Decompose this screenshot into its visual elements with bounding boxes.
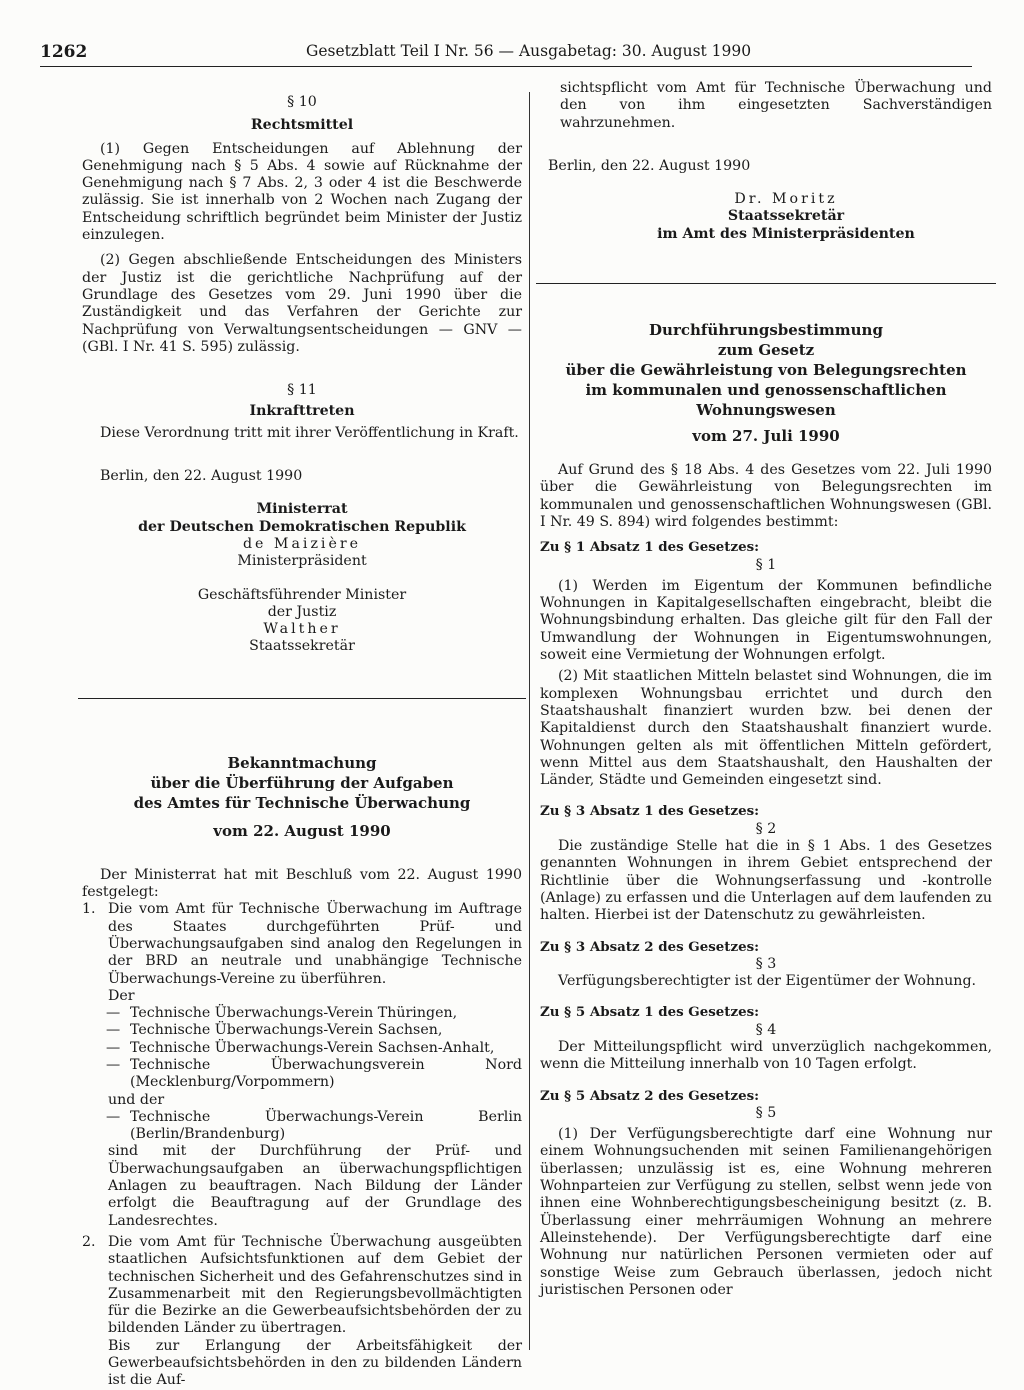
paragraph-3-number: § 3 [755,955,777,972]
signature-1-name: de Maizière [242,535,362,552]
association-berlin: Technische Überwachungs-Verein Berlin (Berlin/Brandenburg) [130,1108,522,1143]
column-divider [529,92,530,1350]
heading-4: Zu § 5 Absatz 1 des Gesetzes: [540,1004,760,1021]
association-sachsen: Technische Überwachungs-Verein Sachsen, [130,1022,443,1039]
list-item: — Technische Überwachungs-Verein Sachsen, [106,1022,522,1039]
list-item-1-number: 1. [82,901,96,918]
list-item: — Technische Überwachungs-Verein Thüringen, [106,1005,522,1022]
page-number: 1262 [40,42,88,62]
regulation-title-2: zum Gesetz [717,341,815,360]
continuation-text: sichtspflicht vom Amt für Technische Überwachung und den von ihm eingesetzten Sachverständigen wahrzunehmen. [560,80,992,131]
paragraph-1-number: § 1 [755,556,777,573]
right-section-rule [536,283,996,284]
left-column [82,80,522,1390]
section-11-title: Inkrafttreten [249,403,355,420]
paragraph-5: (1) Der Verfügungsberechtigte darf eine Wohnung nur einem Wohnungsuchenden mit seinen Familienangehörigen überlassen; unzulässig ist es, eine Wohnung mehreren Wohnparteien zur Verfügung zu stellen, selbst wenn jede von ihnen eine Wohnberechtigungsbescheinigung besitzt (z. B. Überlassung einer mehrräumigen Wohnung an mehrere Alleinstehende). Der Verfügungsberechtigte darf eine Wohnung nur natürlichen Personen vermieten oder auf sonstige Weise zum Gebrauch überlassen, jedoch nicht juristischen Personen oder [540,1126,992,1298]
list-item: — Technische Überwachungsverein Nord (Mecklenburg/Vorpommern) [106,1056,522,1091]
right-signature-name: Dr. Moritz [734,191,838,208]
announcement-title-1: Bekanntmachung [227,753,377,772]
regulation-intro: Auf Grund des § 18 Abs. 4 des Gesetzes vom 22. Juli 1990 über die Gewährleistung von Belegungsrechten im kommunalen und genossenschaftlichen Wohnungswesen (GBl. I Nr. 49 S. 894) wird folgendes bestimmt: [540,462,992,530]
right-signature-office: im Amt des Ministerpräsidenten [657,225,915,242]
paragraph-3: Verfügungsberechtigter ist der Eigentümer der Wohnung. [558,973,977,990]
paragraph-1-2: (2) Mit staatlichen Mitteln belastet sind Wohnungen, die im komplexen Wohnungsbau errichtet und durch den Staatshaushalt finanziert wurden bzw. bei denen der Kapitaldienst durch den Staatshaushalt finanziert wurde. Wohnungen gelten als mit öffentlichen Mitteln gefördert, wenn Mittel aus dem Staatshaushalt, den Haushalten der Länder, Städte und Gemeinden eingesetzt sind. [540,668,992,789]
regulation-title-5: Wohnungswesen [696,401,836,420]
der-label: Der [108,987,135,1004]
section-11-number: § 11 [287,382,317,399]
right-place-date: Berlin, den 22. August 1990 [548,157,751,174]
section-10-number: § 10 [287,94,317,110]
regulation-date: vom 27. Juli 1990 [692,427,840,446]
signature-2-body-line-2: der Justiz [267,603,337,620]
list-item-2-number: 2. [82,1233,96,1250]
list-item-1 [82,901,522,987]
signature-2-name: Walther [263,621,341,638]
regulation-title-4: im kommunalen und genossenschaftlichen [585,381,947,400]
regulation-title-1: Durchführungsbestimmung [649,321,883,340]
association-nord: Technische Überwachungsverein Nord (Mecklenburg/Vorpommern) [130,1056,522,1091]
section-11-text: Diese Verordnung tritt mit ihrer Veröffentlichung in Kraft. [100,424,519,441]
heading-3: Zu § 3 Absatz 2 des Gesetzes: [540,938,760,955]
heading-5: Zu § 5 Absatz 2 des Gesetzes: [540,1087,760,1104]
paragraph-4: Der Mitteilungspflicht wird unverzüglich nachgekommen, wenn die Mitteilung innerhalb von 10 Tagen erfolgt. [540,1038,992,1073]
list-item: — Technische Überwachungs-Verein Berlin (Berlin/Brandenburg) [106,1108,522,1143]
list-item-1-tail: sind mit der Durchführung der Prüf- und Überwachungsaufgaben an überwachungspflichtigen Anlagen zu beauftragen. Nach Bildung der Länder erfolgt die Beauftragung auf der Grundlage des Landesrechtes. [108,1143,522,1229]
announcement-title-2: über die Überführung der Aufgaben [150,773,454,792]
right-signature-role: Staatssekretär [727,208,845,225]
association-sachsen-anhalt: Technische Überwachungs-Verein Sachsen-Anhalt, [130,1039,495,1056]
paragraph-5-number: § 5 [755,1104,777,1121]
regulation-title-3: über die Gewährleistung von Belegungsrechten [565,361,967,380]
list-item-1-text: Die vom Amt für Technische Überwachung im Auftrage des Staates durchgeführten Prüf- und Überwachungsaufgaben sind analog den Regelungen in der BRD an neutrale und unabhängige Technische Überwachungs-Vereine zu überführen. [108,901,522,987]
section-rule [78,698,526,699]
paragraph-4-number: § 4 [755,1021,777,1038]
gazette-title: Gesetzblatt Teil I Nr. 56 — Ausgabetag: 30. August 1990 [306,42,752,60]
section-10-title: Rechtsmittel [250,117,354,134]
signature-2-role: Staatssekretär [249,638,355,655]
list-item-2-text: Die vom Amt für Technische Überwachung ausgeübten staatlichen Aufsichtsfunktionen auf dem Gebiet der technischen Sicherheit und des Gefahrenschutzes sind in Zusammenarbeit mit den Regierungsbevollmächtigten für die Bezirke an die Gewerbeaufsichtsbehörden der zu bildenden Länder zu übertragen. [108,1233,522,1337]
paragraph-2: Die zuständige Stelle hat die in § 1 Abs. 1 des Gesetzes genannten Wohnungen in ihrem Gebiet entsprechend der Richtlinie über die Wohnungserfassung und -kontrolle (Anlage) zu erfassen und die Unterlagen auf dem laufenden zu halten. Hierbei ist der Datenschutz zu gewährleisten. [540,838,992,924]
announcement-intro: Der Ministerrat hat mit Beschluß vom 22. August 1990 festgelegt: [82,866,522,901]
section-10-paragraph-2: (2) Gegen abschließende Entscheidungen des Ministers der Justiz ist die gerichtliche Nachprüfung auf der Grundlage des Gesetzes vom 29. Juni 1990 über die Zuständigkeit und das Verfahren der Gerichte zur Nachprüfung von Verwaltungsentscheidungen — GNV — (GBl. I Nr. 41 S. 595) zulässig. [82,252,522,355]
announcement-title-3: des Amtes für Technische Überwachung [133,793,471,812]
heading-2: Zu § 3 Absatz 1 des Gesetzes: [540,803,760,820]
heading-1: Zu § 1 Absatz 1 des Gesetzes: [540,539,760,556]
paragraph-2-number: § 2 [755,820,777,837]
page-header [40,42,972,67]
list-item-2 [82,1234,522,1338]
signature-1-body-line-2: der Deutschen Demokratischen Republik [138,518,466,535]
place-date: Berlin, den 22. August 1990 [100,468,303,485]
signature-1-body: Ministerrat [256,501,348,518]
association-thueringen: Technische Überwachungs-Verein Thüringen, [130,1005,458,1022]
right-column [540,80,992,1299]
list-item-2-tail: Bis zur Erlangung der Arbeitsfähigkeit der Gewerbeaufsichtsbehörden in den zu bildenden Ländern ist die Auf- [108,1337,522,1389]
announcement-date: vom 22. August 1990 [213,821,391,840]
list-item: — Technische Überwachungs-Verein Sachsen-Anhalt, [106,1040,522,1057]
signature-1-role: Ministerpräsident [237,553,367,570]
paragraph-1-1: (1) Werden im Eigentum der Kommunen befindliche Wohnungen in Kapitalgesellschaften eingebracht, bleibt die Wohnungsbindung erhalten. Das gleiche gilt für den Fall der Umwandlung der Wohnungen in Eigentumswohnungen, soweit eine Vermietung der Wohnungen erfolgt. [540,577,992,664]
signature-2-body: Geschäftsführender Minister [197,586,407,603]
und-der-label: und der [108,1091,165,1108]
section-10-paragraph-1: (1) Gegen Entscheidungen auf Ablehnung der Genehmigung nach § 5 Abs. 4 sowie auf Rücknahme der Genehmigung nach § 7 Abs. 2, 3 oder 4 ist die Beschwerde zulässig. Sie ist innerhalb von 2 Wochen nach Zugang der Entscheidung schriftlich begründet beim Minister der Justiz einzulegen. [82,140,522,244]
